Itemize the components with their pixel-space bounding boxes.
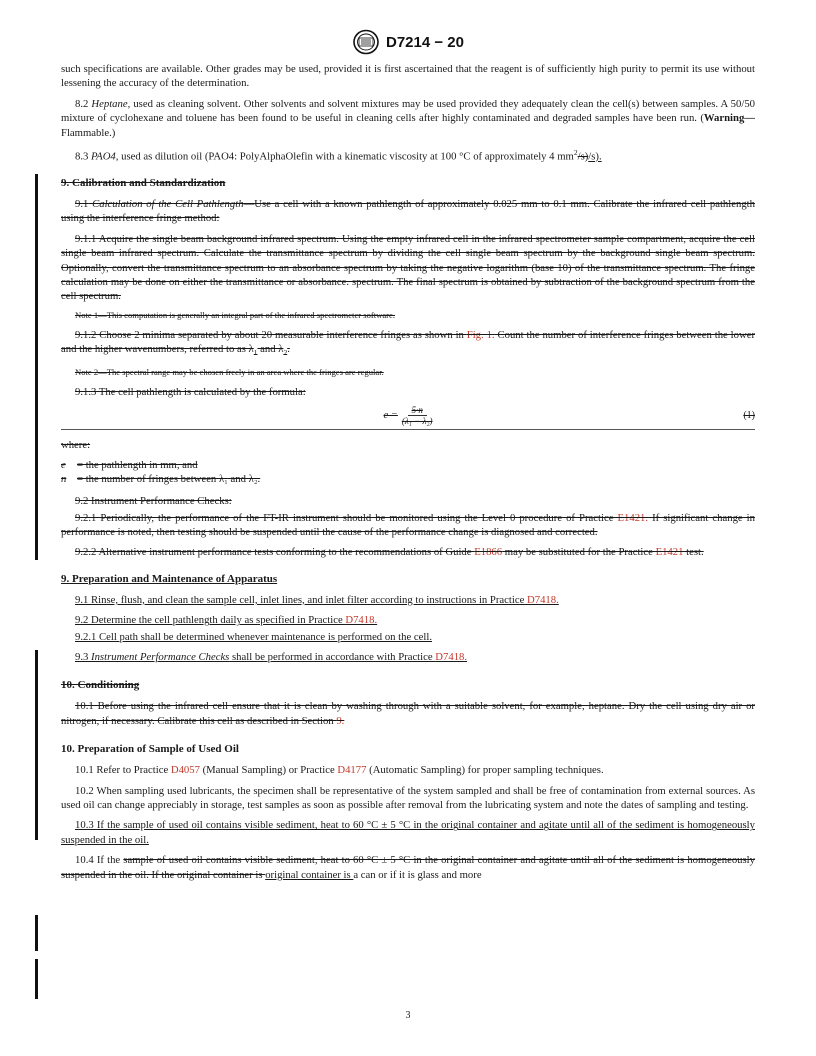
para-text: 10.1 Before using the infrared cell ensure that it is clean by washing through with a suitable solvent, for example, heptane. Dry the cell using dry air or nitrogen, if necessary. Calibrate this cell as described in Section: [61, 700, 755, 727]
where-label: where:: [61, 439, 91, 452]
fig-1-link[interactable]: Fig. 1.: [466, 328, 495, 341]
document-id: D7214 − 20: [386, 33, 464, 51]
astm-logo-icon: [352, 29, 380, 55]
section-9-deleted: [61, 176, 755, 560]
para-number: 10.4: [75, 854, 97, 867]
inserted-text: original container is: [265, 868, 354, 881]
para-text: If the: [96, 854, 124, 867]
paragraph-9-2-2-old: [61, 545, 755, 559]
para-text: —Use a cell with a known pathlength of approximately 0.025 mm to 0.1 mm. Calibrate the infrared cell pathlength using the interference fringe method:: [61, 198, 755, 225]
paragraph-10-3-inserted: 10.3 If the sample of used oil contains visible sediment, heat to 60 °C ± 5 °C in the original container and agitate until all of the sediment is homogeneously suspended in the oil.: [61, 819, 755, 846]
para-text: (Manual Sampling) or Practice: [199, 764, 338, 777]
para-text: may be substituted for the Practice: [502, 546, 656, 559]
paragraph-9-1-1-old: 9.1.1 Acquire the single beam background infrared spectrum. Using the empty infrared cell in the infrared spectrometer sample compartment, acquire the cell single beam infrared spectrum. Calculate the transmittance spectrum by dividing the cell single beam spectrum by the background single beam spectrum. Optionally, convert the transmittance spectrum to an absorbance spectrum by taking the negative logarithm (base 10) of the transmittance spectrum. The fringe calculation may be done on either the transmittance or absorbance. spectrum. The final spectrum is obtained by subtraction of the background spectrum from the cell spectrum.: [61, 232, 755, 303]
para-number: 8.3: [75, 150, 89, 163]
equation-lhs: e =: [383, 410, 398, 422]
para-text: 9.2.1 Periodically, the performance of the FT-IR instrument should be monitored using the Level 0 procedure of Practice: [75, 511, 618, 524]
paragraph-9-2-1-old: [61, 511, 755, 540]
para-text: used as dilution oil (PAO4: PolyAlphaOlefin with a kinematic viscosity at 100 °C of approximately 4 mm: [118, 150, 574, 163]
section-heading: 9. Calibration and Standardization: [61, 177, 226, 189]
para-text: a can or if it is glass and more: [353, 868, 482, 881]
definitions: [61, 438, 755, 486]
para-number: 8.2: [75, 97, 89, 110]
numerator: 5·n: [408, 405, 427, 416]
definition-text: = the pathlength in mm, and: [77, 459, 198, 472]
term: Heptane,: [91, 97, 131, 110]
note-2: Note 2—The spectral range may be chosen freely in an area where the fringes are regular.: [75, 366, 384, 377]
change-bar: [35, 915, 38, 951]
para-text: 9.1.2 Choose 2 minima separated by about 20 measurable interference fringes as shown in: [75, 328, 467, 341]
paragraph-10-1-new: [61, 763, 755, 777]
paragraph-9-1-3-old: 9.1.3 The cell pathlength is calculated by the formula:: [75, 385, 306, 398]
paragraph-9-1-old: [61, 197, 755, 226]
definition-n: [61, 472, 755, 486]
d7418-link[interactable]: D7418.: [527, 593, 559, 606]
deleted-text: sample of used oil contains visible sediment, heat to 60 °C ± 5 °C in the original container and agitate until all of the sediment is homogeneously suspended in the oil. If the original container is: [61, 854, 755, 881]
section-heading: 10. Conditioning: [61, 679, 140, 692]
superscript: 2: [573, 148, 578, 158]
fraction: [402, 405, 433, 426]
para-text: 9.2.2 Alternative instrument performance tests conforming to the recommendations of Guide: [75, 546, 475, 559]
section-9-link[interactable]: 9.: [336, 714, 345, 727]
para-number: 9.1: [75, 198, 89, 210]
paragraph-9-3-new: [61, 650, 755, 664]
para-text: (Automatic Sampling) for proper sampling techniques.: [366, 764, 604, 777]
para-text: 9.1 Rinse, flush, and clean the sample cell, inlet lines, and inlet filter according to instructions in Practice: [75, 593, 528, 606]
note-1: Note 1—This computation is generally an integral part of the infrared spectrometer software.: [75, 309, 396, 320]
change-bar: [35, 959, 38, 999]
e1421-link[interactable]: E1421.: [617, 511, 649, 524]
page-number: 3: [405, 1010, 411, 1021]
paragraph-8-1-continued: such specifications are available. Other grades may be used, provided it is first ascertained that the reagent is of sufficiently high purity to permit its use without lessening the accuracy of the determination.: [61, 63, 755, 90]
term: Instrument Performance Checks: [91, 651, 230, 664]
section-heading: 9. Preparation and Maintenance of Apparatus: [61, 572, 278, 585]
para-text: test.: [683, 546, 704, 559]
definition-e: [61, 458, 755, 472]
para-text: used as cleaning solvent. Other solvents and solvent mixtures may be used provided they adequately clean the cell(s) between samples. A 50/50 mixture of cyclohexane and toluene has been found to be useful in cleaning cells after highly contaminated and degraded samples have been run. (: [61, 97, 756, 125]
para-text: 10.1 Refer to Practice: [75, 764, 171, 777]
warning-text: Flammable.): [61, 126, 116, 139]
paragraph-10-4: [61, 853, 755, 882]
paragraph-9-1-new: [61, 593, 755, 607]
paragraph-8-2: [61, 97, 755, 140]
d4177-link[interactable]: D4177: [337, 764, 367, 777]
para-text: .: [287, 343, 290, 356]
paragraph-10-2: 10.2 When sampling used lubricants, the specimen shall be representative of the system sampled and shall be free of contamination from external sources. As used oil can change appreciably in storage, test samples as soon as possible after removal from the lubricating system and note the dates of sampling and testing.: [61, 784, 755, 812]
e1421-link[interactable]: E1421: [655, 546, 684, 559]
paragraph-8-3: [61, 146, 755, 164]
para-text: If significant change in performance is noted, then testing should be suspended until the cause of the performance change is diagnosed and corrected.: [61, 511, 755, 539]
page-header: [0, 27, 816, 57]
section-10-new: [61, 742, 755, 882]
denominator: (λ₁ − λ₂): [401, 416, 433, 427]
symbol: e: [61, 459, 66, 472]
term: Calculation of the Cell Pathlength: [92, 198, 244, 210]
equation-body: [384, 405, 433, 426]
paragraph-9-2-1-new: 9.2.1 Cell path shall be determined whenever maintenance is performed on the cell.: [75, 630, 433, 643]
change-bar: [35, 650, 38, 840]
warning-label: Warning—: [703, 112, 755, 125]
para-text: shall be performed in accordance with Practice: [229, 651, 436, 664]
para-number: 9.3: [75, 651, 92, 664]
deleted-text: /s): [577, 150, 589, 163]
d7418-link[interactable]: D7418.: [345, 614, 378, 627]
paragraph-9-1-2-old: [61, 328, 755, 361]
inserted-text: /s).: [588, 150, 602, 163]
d4057-link[interactable]: D4057: [170, 764, 200, 777]
paragraph-10-1-old: [61, 699, 755, 728]
change-bar: [35, 174, 38, 560]
section-10-deleted: [61, 678, 755, 728]
subscript: 2: [283, 348, 288, 358]
para-text: 9.2 Determine the cell pathlength daily as specified in Practice: [75, 614, 346, 627]
equation-number: (1): [743, 410, 755, 422]
paragraph-9-2-old: 9.2 Instrument Performance Checks:: [75, 495, 232, 508]
e1866-link[interactable]: E1866: [474, 546, 503, 559]
document-body: [61, 62, 755, 888]
section-9-inserted: [61, 572, 755, 665]
para-text: Count the number of interference fringes between the lower and the higher wavenumbers, referred to as λ: [61, 328, 755, 356]
d7418-link[interactable]: D7418.: [435, 651, 468, 664]
para-text: and λ: [257, 343, 284, 356]
definition-text: = the number of fringes between λ₁ and λ₂.: [77, 473, 261, 486]
subscript: 1: [253, 348, 258, 358]
symbol: n: [61, 473, 67, 486]
paragraph-9-2-new: [61, 613, 755, 627]
term: PAO4,: [91, 150, 119, 163]
equation-1: [61, 405, 755, 430]
section-heading: 10. Preparation of Sample of Used Oil: [61, 743, 239, 756]
